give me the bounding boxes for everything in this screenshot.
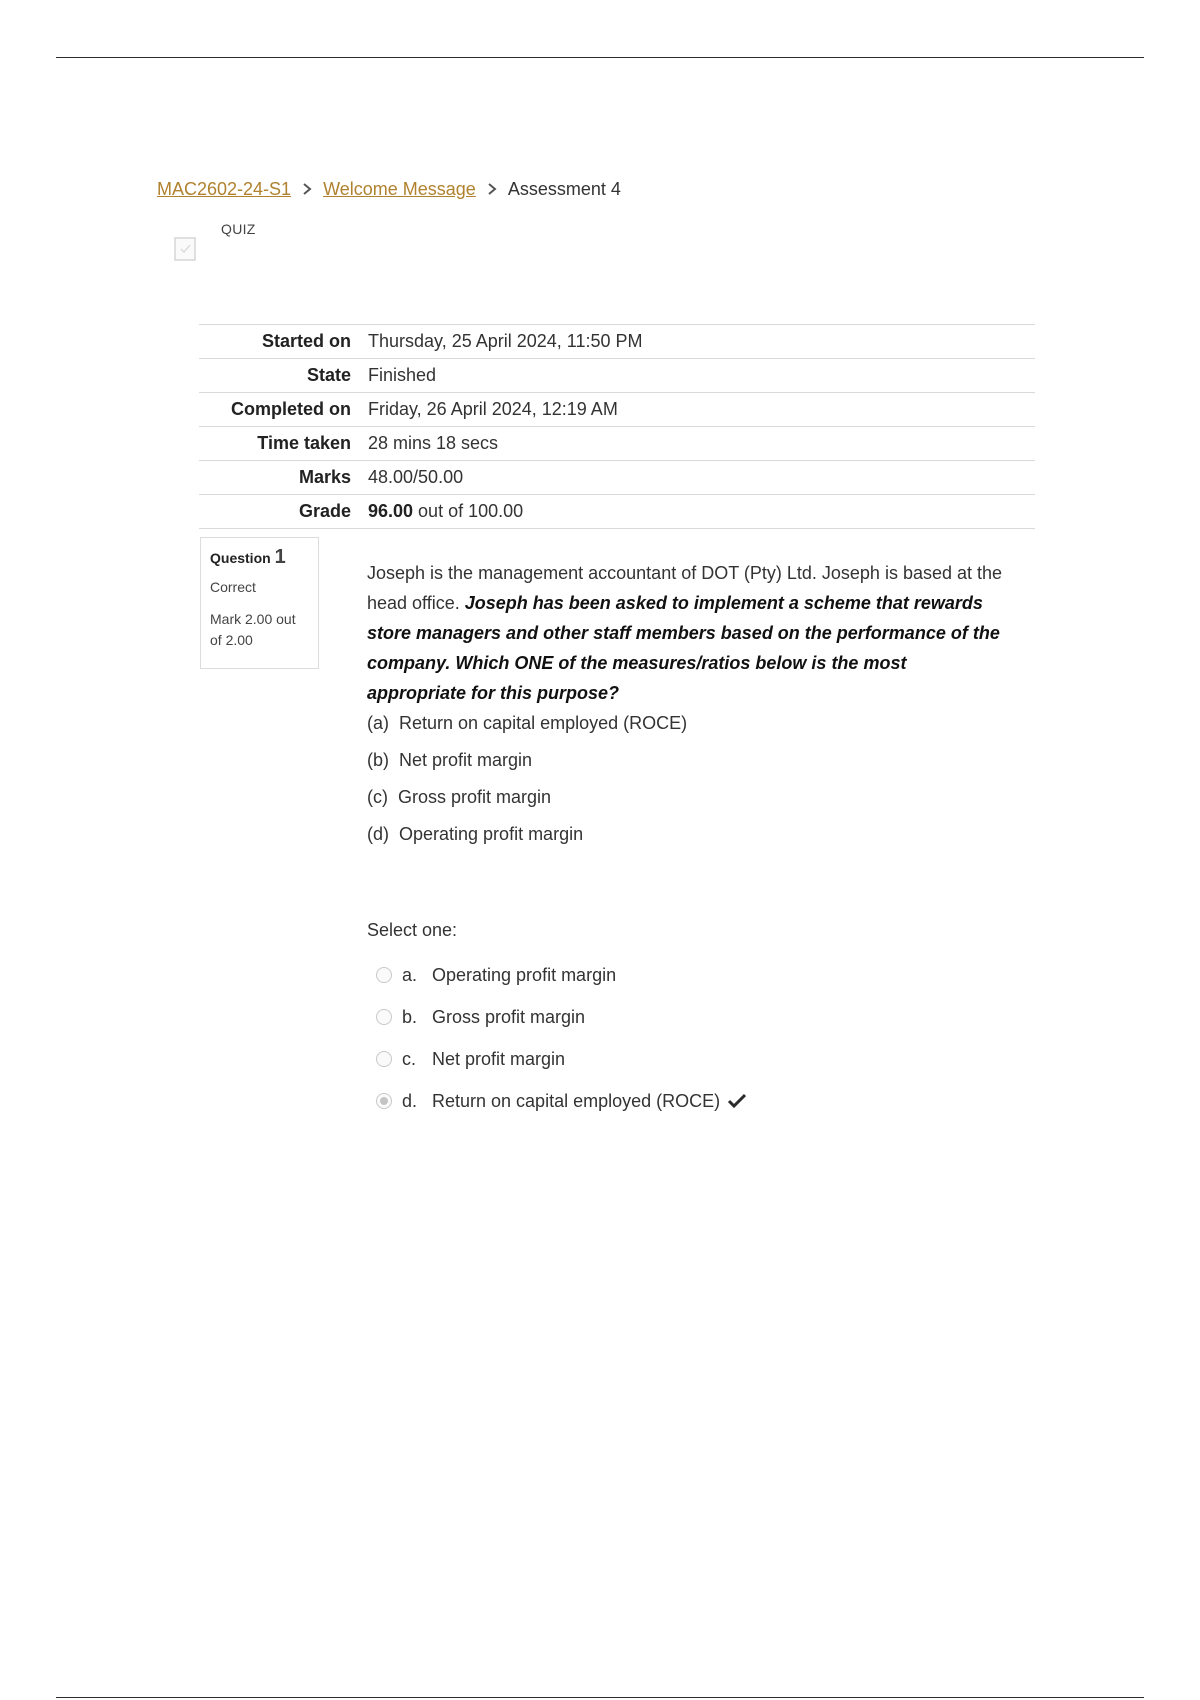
option-text: Operating profit margin [399,824,584,844]
radio-button-selected[interactable] [376,1093,392,1109]
summary-value: Finished [368,365,437,385]
answer-option-c[interactable] [376,1038,996,1080]
summary-label: Marks [298,467,351,487]
list-item [367,823,1007,860]
check-icon [728,1093,746,1109]
module-type-label: QUIZ [221,221,256,237]
question-title: Question [210,550,271,566]
question-mark: Mark 2.00 out of 2.00 [210,611,296,648]
breadcrumb [157,178,621,200]
quiz-icon [174,236,198,262]
summary-label: Time taken [257,433,351,453]
answer-text: Net profit margin [432,1048,566,1069]
breadcrumb-current: Assessment 4 [507,179,621,199]
chevron-right-icon [486,182,498,196]
top-divider [56,57,1144,58]
summary-value [368,495,1035,529]
grade-value: 96.00 [368,501,414,521]
answer-letter: d. [402,1090,418,1111]
question-info-box [200,537,319,669]
list-item [367,749,1007,786]
table-row [199,461,1035,495]
option-label: (b) [367,750,389,770]
select-one-prompt: Select one: [367,920,458,940]
table-row [199,427,1035,461]
summary-label: Completed on [231,399,351,419]
grade-out-of: out of 100.00 [413,501,524,521]
answer-letter: b. [402,1006,418,1027]
summary-label: State [306,365,351,385]
summary-label: Grade [298,501,351,521]
table-row [199,495,1035,529]
table-row [199,325,1035,359]
list-item [367,786,1007,823]
answer-letter: c. [402,1048,417,1069]
question-options-list [367,712,1007,860]
answer-text: Gross profit margin [432,1006,586,1027]
answer-text: Operating profit margin [432,964,617,985]
answer-option-b[interactable] [376,996,996,1038]
list-item [367,712,1007,749]
summary-value: Friday, 26 April 2024, 12:19 AM [368,399,618,419]
bottom-divider [56,1697,1144,1698]
breadcrumb-course-link[interactable]: MAC2602-24-S1 [157,179,292,199]
summary-value: Thursday, 25 April 2024, 11:50 PM [368,331,643,351]
question-text-plain: Joseph is the management accountant of DOT (Pty) Ltd. Joseph is based at the head office. [367,563,1003,613]
question-number [210,546,309,569]
answer-letter: a. [402,964,418,985]
chevron-right-icon [301,182,313,196]
radio-button[interactable] [376,1051,392,1067]
answer-option-d[interactable] [376,1080,996,1122]
question-number-value: 1 [274,546,286,568]
table-row [199,359,1035,393]
radio-button[interactable] [376,967,392,983]
question-text-emphasis: Joseph has been asked to implement a scheme that rewards store managers and other staff members based on the performance of the company. Which ONE of the measures/ratios below is the most appropriate for this purpose? [367,593,1000,703]
answer-text: Return on capital employed (ROCE) [432,1090,721,1111]
option-label: (d) [367,824,389,844]
radio-button[interactable] [376,1009,392,1025]
question-state: Correct [210,579,256,595]
attempt-summary-table [199,324,1035,529]
option-label: (c) [367,787,388,807]
answer-choices [376,954,996,1122]
breadcrumb-section-link[interactable]: Welcome Message [323,179,476,199]
option-label: (a) [367,713,389,733]
option-text: Return on capital employed (ROCE) [399,713,688,733]
summary-value: 48.00/50.00 [368,467,464,487]
summary-label: Started on [261,331,351,351]
summary-value: 28 mins 18 secs [368,433,499,453]
table-row [199,393,1035,427]
answer-option-a[interactable] [376,954,996,996]
question-text [367,558,1007,708]
option-text: Gross profit margin [398,787,552,807]
option-text: Net profit margin [399,750,533,770]
